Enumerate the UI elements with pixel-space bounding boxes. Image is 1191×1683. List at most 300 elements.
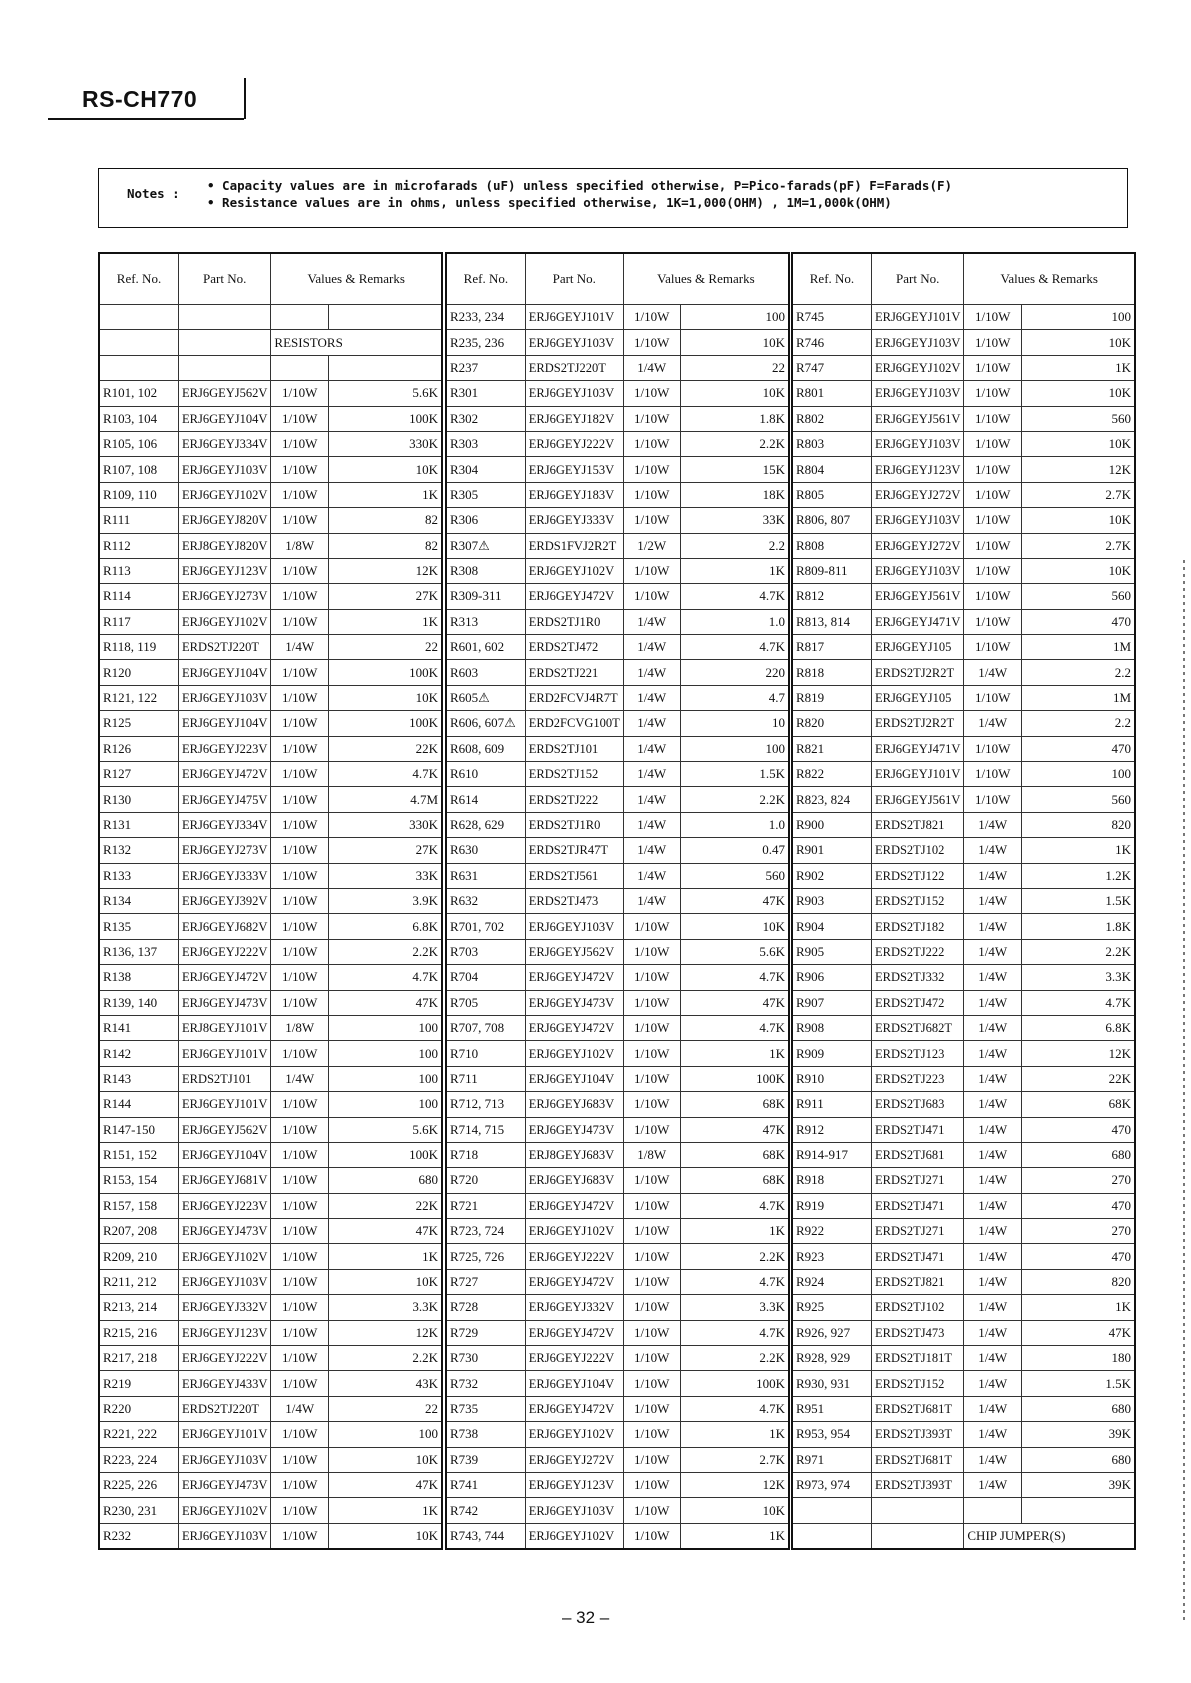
part-no-cell: ERDS2TJ181T xyxy=(871,1346,963,1371)
ref-no-cell: R732 xyxy=(446,1371,525,1396)
parts-table-right xyxy=(791,252,1136,1550)
table-row xyxy=(446,787,789,812)
wattage-cell: 1/10W xyxy=(964,355,1022,380)
part-no-cell: ERJ6GEYJ102V xyxy=(525,1219,623,1244)
value-cell xyxy=(1022,1498,1135,1523)
wattage-cell: 1/10W xyxy=(623,1320,680,1345)
table-row xyxy=(99,939,442,964)
wattage-cell: 1/10W xyxy=(271,1447,329,1472)
part-no-cell: ERJ6GEYJ472V xyxy=(178,965,270,990)
value-cell: 27K xyxy=(329,584,442,609)
part-no-cell: ERJ8GEYJ683V xyxy=(525,1142,623,1167)
wattage-cell: 1/10W xyxy=(271,1193,329,1218)
value-cell: 470 xyxy=(1022,1193,1135,1218)
value-cell: 4.7M xyxy=(329,787,442,812)
part-no-cell: ERJ6GEYJ333V xyxy=(525,508,623,533)
value-cell: 33K xyxy=(680,508,789,533)
ref-no-cell: R971 xyxy=(792,1447,871,1472)
wattage-cell: 1/4W xyxy=(271,1396,329,1421)
part-no-cell: ERJ6GEYJ123V xyxy=(178,1320,270,1345)
ref-no-cell: R207, 208 xyxy=(99,1219,178,1244)
table-row xyxy=(792,1346,1135,1371)
ref-no-cell: R718 xyxy=(446,1142,525,1167)
table-row xyxy=(99,1142,442,1167)
wattage-cell: 1/10W xyxy=(623,965,680,990)
table-row xyxy=(446,635,789,660)
wattage-cell: 1/4W xyxy=(964,838,1022,863)
ref-no-cell: R313 xyxy=(446,609,525,634)
ref-no-cell: R121, 122 xyxy=(99,685,178,710)
table-row xyxy=(99,381,442,406)
part-no-cell: ERJ6GEYJ103V xyxy=(871,508,963,533)
value-cell xyxy=(329,305,442,330)
part-no-cell xyxy=(871,1523,963,1549)
value-cell: 2.2 xyxy=(680,533,789,558)
part-no-cell: ERDS2TJ101 xyxy=(525,736,623,761)
value-cell: 2.2K xyxy=(1022,939,1135,964)
part-no-cell: ERJ6GEYJ472V xyxy=(525,965,623,990)
value-cell: 39K xyxy=(1022,1422,1135,1447)
wattage-cell: 1/10W xyxy=(271,965,329,990)
ref-no-cell: R909 xyxy=(792,1041,871,1066)
table-row xyxy=(446,1472,789,1497)
ref-no-cell: R631 xyxy=(446,863,525,888)
wattage-cell: 1/10W xyxy=(271,787,329,812)
wattage-cell: 1/10W xyxy=(623,1447,680,1472)
value-cell: 2.7K xyxy=(1022,533,1135,558)
part-no-cell: ERDS2TJ220T xyxy=(178,1396,270,1421)
ref-no-cell: R603 xyxy=(446,660,525,685)
table-row xyxy=(792,305,1135,330)
value-cell: 270 xyxy=(1022,1219,1135,1244)
table-row xyxy=(446,812,789,837)
part-no-cell: ERDS2TJ220T xyxy=(178,635,270,660)
ref-no-cell: R821 xyxy=(792,736,871,761)
ref-no-cell: R139, 140 xyxy=(99,990,178,1015)
table-row xyxy=(446,711,789,736)
part-no-cell: ERJ6GEYJ273V xyxy=(178,584,270,609)
table-row xyxy=(792,381,1135,406)
part-no-cell: ERJ6GEYJ104V xyxy=(178,711,270,736)
ref-no-cell xyxy=(99,305,178,330)
part-no-cell: ERJ6GEYJ473V xyxy=(525,1117,623,1142)
part-no-cell: ERJ6GEYJ561V xyxy=(871,787,963,812)
wattage-cell: 1/4W xyxy=(964,812,1022,837)
part-no-cell: ERDS2TJ221 xyxy=(525,660,623,685)
wattage-cell: 1/10W xyxy=(623,330,680,355)
value-cell: 47K xyxy=(329,1219,442,1244)
ref-no-cell: R230, 231 xyxy=(99,1498,178,1523)
part-no-cell: ERJ6GEYJ392V xyxy=(178,888,270,913)
wattage-cell xyxy=(271,355,329,380)
table-row xyxy=(446,965,789,990)
part-no-cell: ERJ6GEYJ473V xyxy=(178,1219,270,1244)
value-cell: 1K xyxy=(329,482,442,507)
wattage-cell: 1/10W xyxy=(271,1320,329,1345)
value-cell: 47K xyxy=(1022,1320,1135,1345)
value-cell: 1M xyxy=(1022,685,1135,710)
wattage-cell: 1/10W xyxy=(964,635,1022,660)
part-no-header: Part No. xyxy=(871,253,963,305)
ref-no-cell: R219 xyxy=(99,1371,178,1396)
value-cell: 22K xyxy=(329,736,442,761)
part-no-cell: ERJ6GEYJ562V xyxy=(178,1117,270,1142)
ref-no-cell xyxy=(99,355,178,380)
ref-no-cell: R806, 807 xyxy=(792,508,871,533)
ref-no-cell: R105, 106 xyxy=(99,431,178,456)
wattage-cell: 1/10W xyxy=(623,584,680,609)
part-no-cell: ERDS2TJ821 xyxy=(871,812,963,837)
value-cell: 6.8K xyxy=(1022,1015,1135,1040)
ref-no-cell: R131 xyxy=(99,812,178,837)
scan-edge-artifact xyxy=(1183,560,1185,1620)
wattage-cell: 1/10W xyxy=(964,431,1022,456)
ref-no-cell: R902 xyxy=(792,863,871,888)
part-no-cell: ERDS2TJ152 xyxy=(871,888,963,913)
ref-no-cell: R820 xyxy=(792,711,871,736)
ref-no-cell: R908 xyxy=(792,1015,871,1040)
table-row xyxy=(99,685,442,710)
part-no-cell: ERDS2TJ393T xyxy=(871,1422,963,1447)
table-row xyxy=(446,482,789,507)
ref-no-cell: R924 xyxy=(792,1269,871,1294)
ref-no-cell: R221, 222 xyxy=(99,1422,178,1447)
ref-no-cell: R710 xyxy=(446,1041,525,1066)
ref-no-cell: R930, 931 xyxy=(792,1371,871,1396)
wattage-cell: 1/10W xyxy=(271,990,329,1015)
wattage-cell: 1/4W xyxy=(964,863,1022,888)
notes-label: Notes : xyxy=(127,186,180,201)
ref-no-cell: R144 xyxy=(99,1092,178,1117)
ref-no-cell: R928, 929 xyxy=(792,1346,871,1371)
wattage-cell: 1/10W xyxy=(964,381,1022,406)
table-row xyxy=(446,736,789,761)
part-no-cell: ERDS2TJ271 xyxy=(871,1219,963,1244)
value-cell: 470 xyxy=(1022,736,1135,761)
notes-resistance-line: • Resistance values are in ohms, unless specified otherwise, 1K=1,000(OHM) , 1M=1,000k(OHM) xyxy=(207,195,892,210)
ref-no-cell: R223, 224 xyxy=(99,1447,178,1472)
value-cell: 12K xyxy=(680,1472,789,1497)
part-no-cell: ERDS2TJ683 xyxy=(871,1092,963,1117)
table-row xyxy=(446,1244,789,1269)
part-no-cell: ERDS2TJ102 xyxy=(871,1295,963,1320)
table-row xyxy=(792,1472,1135,1497)
value-cell: 68K xyxy=(680,1168,789,1193)
ref-no-cell: R143 xyxy=(99,1066,178,1091)
value-cell: 1K xyxy=(1022,1295,1135,1320)
ref-no-cell: R743, 744 xyxy=(446,1523,525,1549)
ref-no-cell: R225, 226 xyxy=(99,1472,178,1497)
wattage-cell: 1/10W xyxy=(271,1142,329,1167)
part-no-cell: ERJ6GEYJ105 xyxy=(871,685,963,710)
ref-no-cell: R730 xyxy=(446,1346,525,1371)
value-cell: 3.3K xyxy=(680,1295,789,1320)
part-no-cell: ERJ6GEYJ104V xyxy=(525,1066,623,1091)
wattage-cell: 1/10W xyxy=(623,1244,680,1269)
value-cell: 82 xyxy=(329,508,442,533)
part-no-cell: ERJ6GEYJ102V xyxy=(178,609,270,634)
wattage-cell xyxy=(271,305,329,330)
table-row xyxy=(99,1117,442,1142)
wattage-cell: 1/4W xyxy=(623,863,680,888)
table-row xyxy=(446,330,789,355)
ref-no-cell: R900 xyxy=(792,812,871,837)
ref-no-cell: R905 xyxy=(792,939,871,964)
ref-no-cell: R919 xyxy=(792,1193,871,1218)
part-no-cell: ERJ6GEYJ102V xyxy=(178,1244,270,1269)
value-cell: 1K xyxy=(329,609,442,634)
wattage-cell: 1/10W xyxy=(964,787,1022,812)
part-no-cell: ERDS2TJR47T xyxy=(525,838,623,863)
part-no-cell: ERJ6GEYJ682V xyxy=(178,914,270,939)
value-cell: 1.2K xyxy=(1022,863,1135,888)
value-cell: 220 xyxy=(680,660,789,685)
table-row xyxy=(792,1092,1135,1117)
wattage-cell: 1/4W xyxy=(964,1371,1022,1396)
wattage-cell: 1/4W xyxy=(964,660,1022,685)
part-no-cell: ERJ6GEYJ103V xyxy=(178,457,270,482)
ref-no-header: Ref. No. xyxy=(99,253,178,305)
table-row xyxy=(446,1295,789,1320)
table-row xyxy=(792,863,1135,888)
table-row xyxy=(792,457,1135,482)
ref-no-cell: R303 xyxy=(446,431,525,456)
table-row xyxy=(792,1320,1135,1345)
table-row xyxy=(99,1295,442,1320)
part-no-cell: ERDS2TJ472 xyxy=(871,990,963,1015)
value-cell: 1.0 xyxy=(680,812,789,837)
table-row xyxy=(99,1422,442,1447)
part-no-cell: ERDS2TJ182 xyxy=(871,914,963,939)
value-cell: 10K xyxy=(329,1523,442,1549)
value-cell: 68K xyxy=(680,1142,789,1167)
value-cell: 68K xyxy=(1022,1092,1135,1117)
value-cell: 1K xyxy=(329,1244,442,1269)
ref-no-cell: R153, 154 xyxy=(99,1168,178,1193)
part-no-cell: ERJ6GEYJ101V xyxy=(178,1041,270,1066)
part-no-cell: ERDS2TJ223 xyxy=(871,1066,963,1091)
table-row xyxy=(99,762,442,787)
table-row xyxy=(446,381,789,406)
ref-no-cell: R911 xyxy=(792,1092,871,1117)
ref-no-header: Ref. No. xyxy=(792,253,871,305)
wattage-cell: 1/4W xyxy=(964,1193,1022,1218)
table-header-row xyxy=(99,253,442,305)
part-no-cell: ERDS2TJ473 xyxy=(525,888,623,913)
title-rule-vertical xyxy=(244,78,246,119)
part-no-cell: ERDS2TJ1R0 xyxy=(525,812,623,837)
ref-no-cell: R606, 607⚠ xyxy=(446,711,525,736)
value-cell: 5.6K xyxy=(329,1117,442,1142)
ref-no-cell: R926, 927 xyxy=(792,1320,871,1345)
wattage-cell: 1/4W xyxy=(964,1472,1022,1497)
ref-no-cell: R818 xyxy=(792,660,871,685)
table-row xyxy=(99,1523,442,1549)
ref-no-cell: R302 xyxy=(446,406,525,431)
part-no-cell: ERJ6GEYJ103V xyxy=(178,685,270,710)
table-row xyxy=(99,330,442,355)
part-no-cell: ERDS2TJ123 xyxy=(871,1041,963,1066)
part-no-cell: ERDS2TJ393T xyxy=(871,1472,963,1497)
value-cell: 10K xyxy=(680,330,789,355)
value-cell: 2.2K xyxy=(329,939,442,964)
wattage-cell: 1/4W xyxy=(964,1117,1022,1142)
value-cell: 100K xyxy=(680,1371,789,1396)
table-row xyxy=(792,736,1135,761)
wattage-cell: 1/10W xyxy=(623,1066,680,1091)
wattage-cell: 1/10W xyxy=(623,381,680,406)
value-cell: 4.7K xyxy=(680,1269,789,1294)
part-no-cell: ERJ6GEYJ103V xyxy=(178,1447,270,1472)
value-cell: 100 xyxy=(1022,762,1135,787)
value-cell: 4.7 xyxy=(680,685,789,710)
ref-no-cell: R215, 216 xyxy=(99,1320,178,1345)
part-no-cell: ERJ6GEYJ103V xyxy=(178,1523,270,1549)
table-row xyxy=(792,1447,1135,1472)
part-no-cell: ERJ6GEYJ223V xyxy=(178,736,270,761)
wattage-cell: 1/4W xyxy=(964,965,1022,990)
wattage-cell: 1/4W xyxy=(964,1346,1022,1371)
wattage-cell: 1/10W xyxy=(623,914,680,939)
table-row xyxy=(99,1244,442,1269)
part-no-cell: ERDS2TJ122 xyxy=(871,863,963,888)
wattage-cell: 1/4W xyxy=(964,1092,1022,1117)
table-row xyxy=(446,609,789,634)
part-no-cell: ERJ6GEYJ102V xyxy=(525,1422,623,1447)
wattage-cell: 1/10W xyxy=(271,939,329,964)
wattage-cell: 1/10W xyxy=(271,1092,329,1117)
ref-no-cell: R126 xyxy=(99,736,178,761)
wattage-cell: 1/4W xyxy=(964,1244,1022,1269)
wattage-cell: 1/10W xyxy=(271,406,329,431)
wattage-cell: 1/10W xyxy=(964,558,1022,583)
value-cell: 39K xyxy=(1022,1472,1135,1497)
table-row xyxy=(792,1117,1135,1142)
ref-no-cell: R910 xyxy=(792,1066,871,1091)
ref-no-cell: R132 xyxy=(99,838,178,863)
wattage-cell: 1/4W xyxy=(623,609,680,634)
table-row xyxy=(446,1346,789,1371)
part-no-cell: ERJ6GEYJ123V xyxy=(871,457,963,482)
value-cell: 100K xyxy=(329,660,442,685)
table-row xyxy=(446,888,789,913)
table-row xyxy=(792,914,1135,939)
table-row xyxy=(446,584,789,609)
wattage-cell: 1/4W xyxy=(964,888,1022,913)
part-no-cell: ERJ6GEYJ561V xyxy=(871,406,963,431)
part-no-cell: ERJ6GEYJ681V xyxy=(178,1168,270,1193)
part-no-cell: ERJ6GEYJ272V xyxy=(871,533,963,558)
table-row xyxy=(99,584,442,609)
part-no-cell: ERJ6GEYJ334V xyxy=(178,431,270,456)
value-cell: 0.47 xyxy=(680,838,789,863)
wattage-cell: 1/4W xyxy=(623,736,680,761)
part-no-cell: ERJ6GEYJ101V xyxy=(871,762,963,787)
part-no-cell: ERJ6GEYJ222V xyxy=(525,431,623,456)
value-cell: 2.2K xyxy=(680,1244,789,1269)
table-row xyxy=(446,1066,789,1091)
table-row xyxy=(792,635,1135,660)
ref-no-cell: R922 xyxy=(792,1219,871,1244)
wattage-cell: 1/10W xyxy=(271,584,329,609)
value-cell: 12K xyxy=(1022,457,1135,482)
part-no-cell: ERJ6GEYJ103V xyxy=(871,558,963,583)
wattage-cell: 1/4W xyxy=(623,355,680,380)
part-no-cell: ERJ6GEYJ102V xyxy=(178,482,270,507)
ref-no-cell: R237 xyxy=(446,355,525,380)
part-no-cell: ERJ6GEYJ104V xyxy=(178,406,270,431)
part-no-cell: ERJ6GEYJ472V xyxy=(525,1320,623,1345)
ref-no-cell: R147-150 xyxy=(99,1117,178,1142)
table-row xyxy=(792,990,1135,1015)
part-no-cell: ERJ6GEYJ332V xyxy=(525,1295,623,1320)
table-row xyxy=(99,1015,442,1040)
table-row xyxy=(792,355,1135,380)
ref-no-cell: R973, 974 xyxy=(792,1472,871,1497)
wattage-cell: 1/10W xyxy=(271,736,329,761)
wattage-cell: 1/10W xyxy=(623,1472,680,1497)
table-row xyxy=(99,1066,442,1091)
table-row xyxy=(99,914,442,939)
part-no-cell: ERJ6GEYJ222V xyxy=(525,1346,623,1371)
value-cell: 10K xyxy=(1022,508,1135,533)
value-cell: 470 xyxy=(1022,609,1135,634)
ref-no-cell: R141 xyxy=(99,1015,178,1040)
wattage-cell: 1/10W xyxy=(271,1244,329,1269)
value-cell: 22 xyxy=(680,355,789,380)
part-no-cell: ERDS2TJ271 xyxy=(871,1168,963,1193)
part-no-cell: ERDS2TJ821 xyxy=(871,1269,963,1294)
table-row xyxy=(99,1472,442,1497)
ref-no-cell: R735 xyxy=(446,1396,525,1421)
table-row xyxy=(792,812,1135,837)
table-row xyxy=(99,406,442,431)
part-no-header: Part No. xyxy=(178,253,270,305)
value-cell: 12K xyxy=(1022,1041,1135,1066)
parts-table-middle xyxy=(445,252,790,1550)
table-row xyxy=(99,660,442,685)
ref-no-cell: R109, 110 xyxy=(99,482,178,507)
part-no-cell: ERDS2TJ152 xyxy=(525,762,623,787)
part-no-cell xyxy=(871,1498,963,1523)
part-no-cell: ERJ6GEYJ475V xyxy=(178,787,270,812)
table-row xyxy=(792,939,1135,964)
part-no-cell xyxy=(178,330,270,355)
wattage-cell: 1/4W xyxy=(623,635,680,660)
part-no-cell: ERJ6GEYJ103V xyxy=(871,431,963,456)
wattage-cell: 1/10W xyxy=(623,1371,680,1396)
table-row xyxy=(99,305,442,330)
part-no-cell: ERDS2TJ682T xyxy=(871,1015,963,1040)
part-no-cell: ERJ6GEYJ153V xyxy=(525,457,623,482)
ref-no-cell: R605⚠ xyxy=(446,685,525,710)
part-no-cell: ERJ6GEYJ102V xyxy=(871,355,963,380)
ref-no-cell: R912 xyxy=(792,1117,871,1142)
ref-no-cell: R235, 236 xyxy=(446,330,525,355)
wattage-cell: 1/10W xyxy=(271,1472,329,1497)
ref-no-cell: R729 xyxy=(446,1320,525,1345)
table-row xyxy=(446,939,789,964)
value-cell: 330K xyxy=(329,812,442,837)
wattage-cell: 1/4W xyxy=(623,888,680,913)
wattage-cell: 1/10W xyxy=(271,508,329,533)
ref-no-cell: R211, 212 xyxy=(99,1269,178,1294)
value-cell: 22 xyxy=(329,1396,442,1421)
wattage-cell: 1/10W xyxy=(271,457,329,482)
part-no-cell: ERJ6GEYJ471V xyxy=(871,736,963,761)
wattage-cell: 1/4W xyxy=(964,990,1022,1015)
part-no-cell: ERDS2TJ681T xyxy=(871,1396,963,1421)
